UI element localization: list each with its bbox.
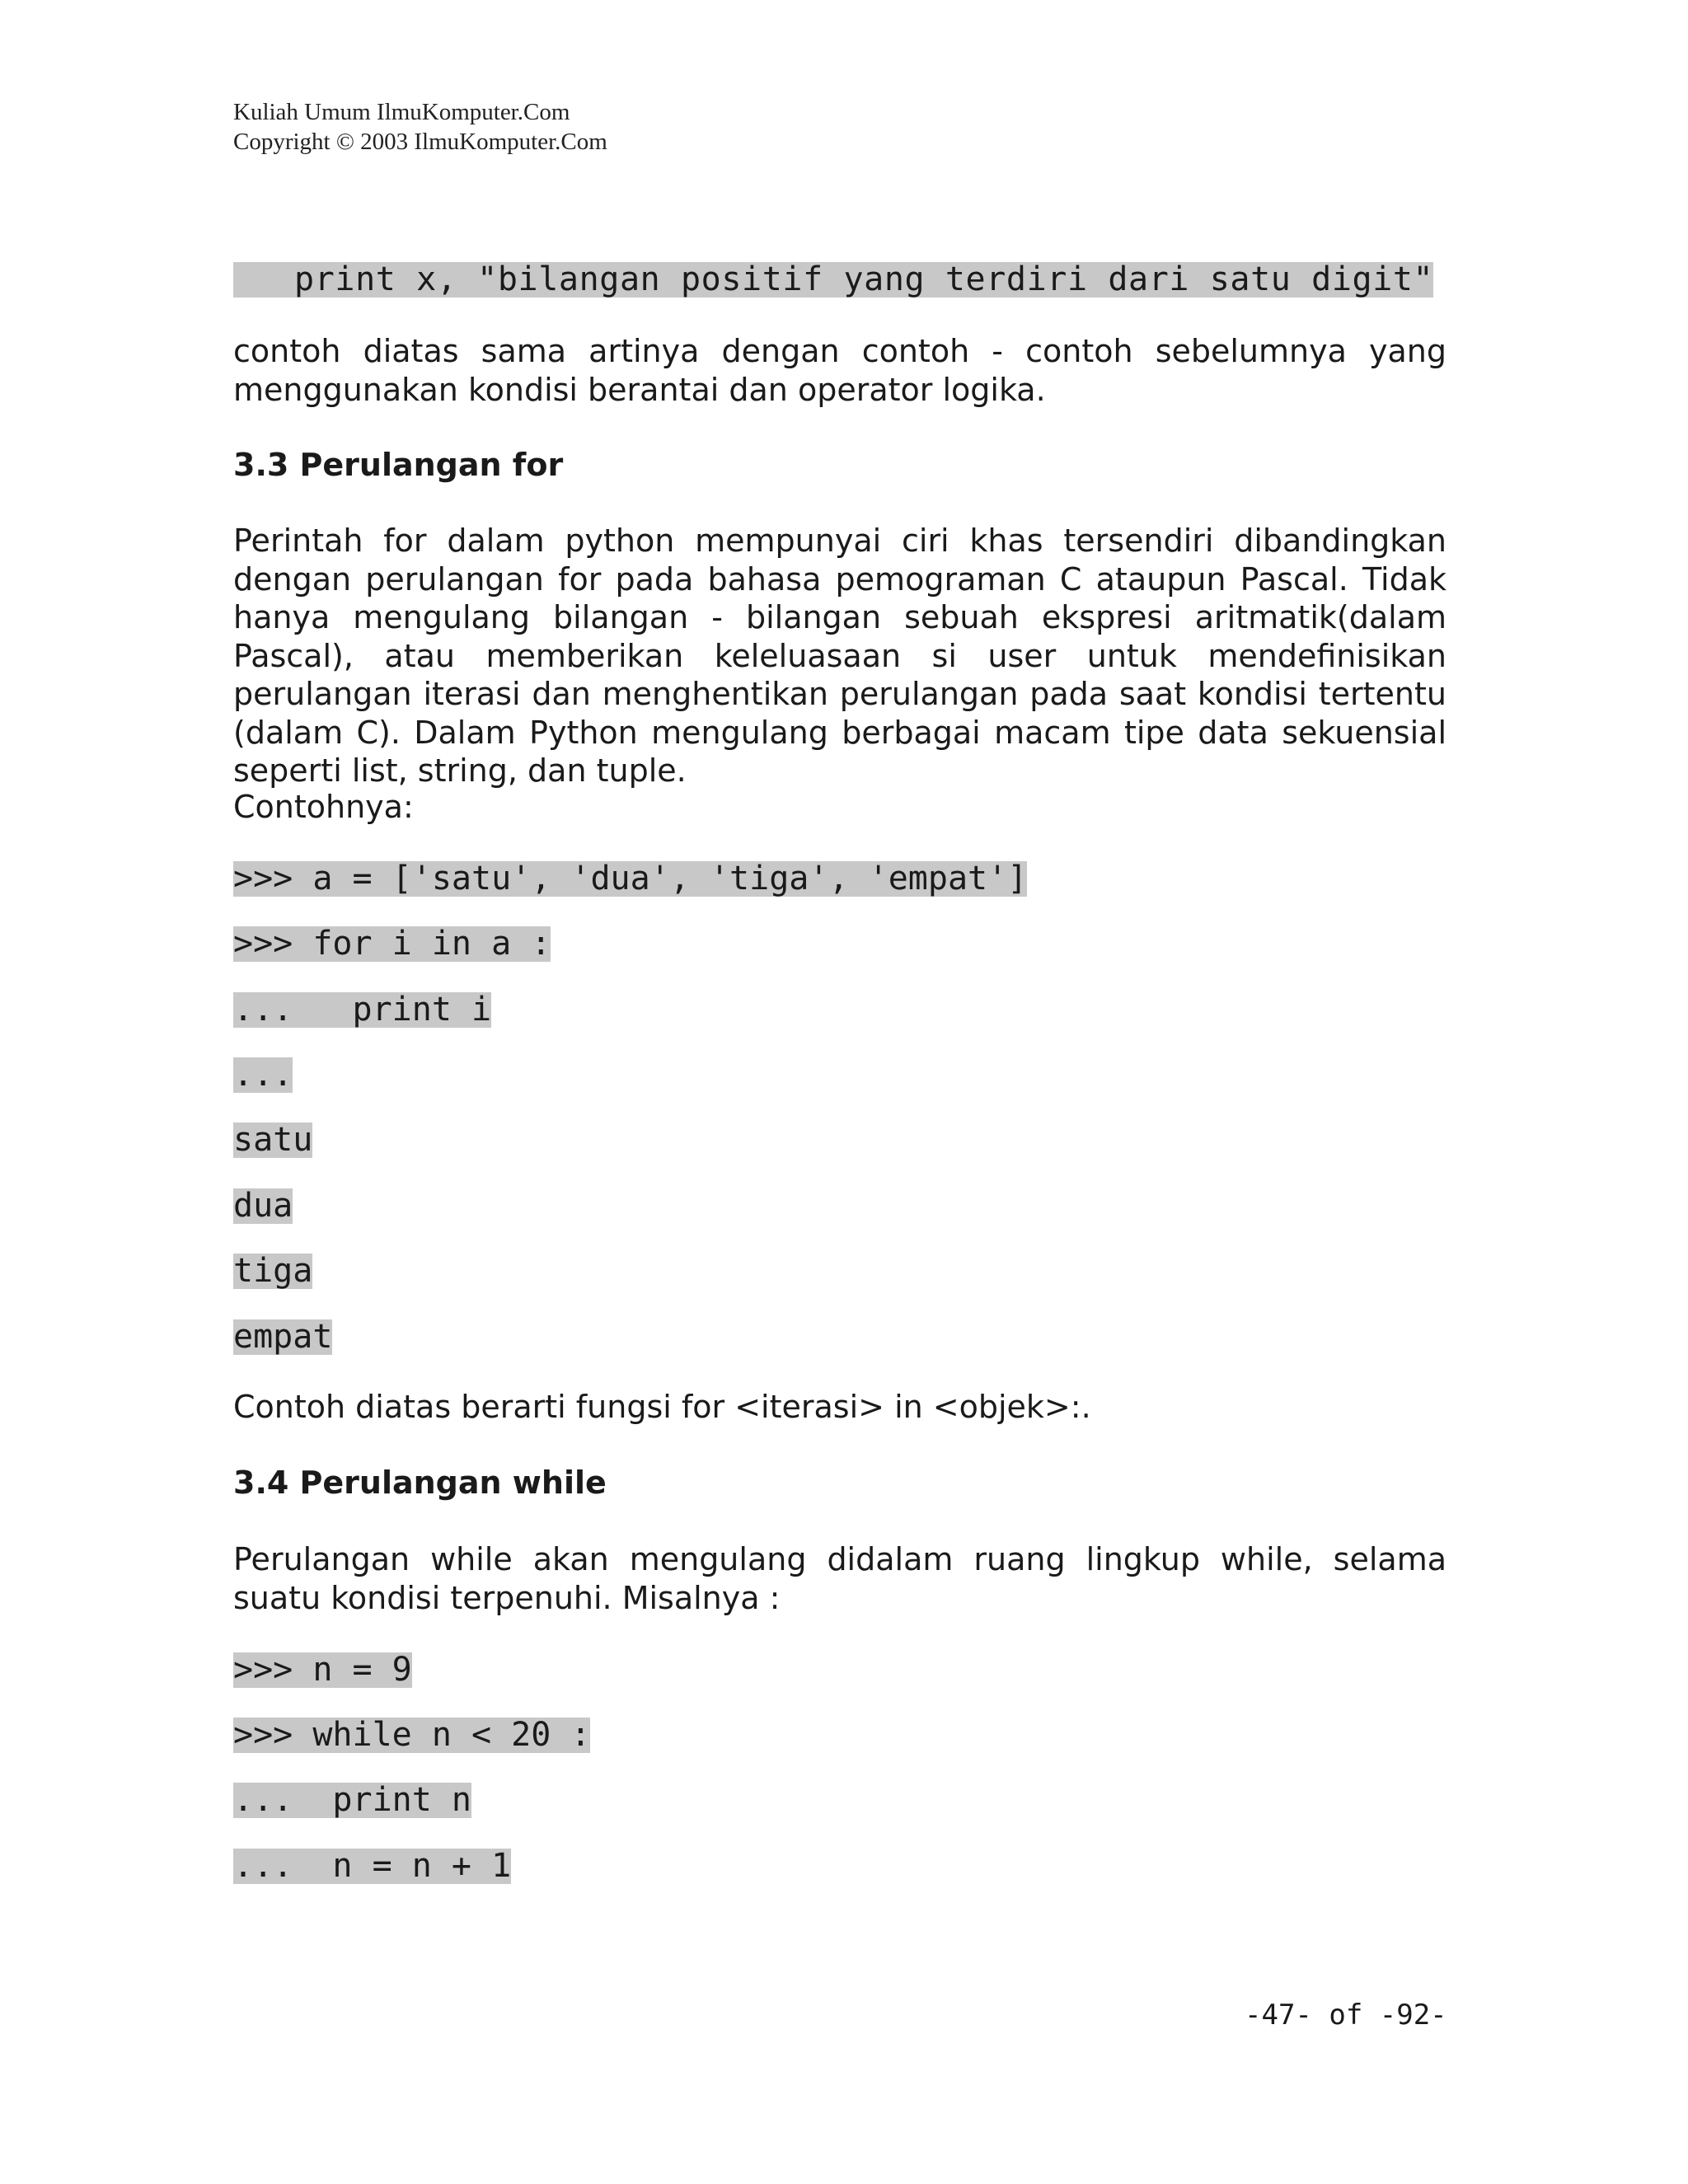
paragraph-intro: contoh diatas sama artinya dengan contoh - contoh sebelumnya yang menggunakan kondisi berantai dan operator logika. [233,333,1447,408]
heading-perulangan-while: 3.4 Perulangan while [233,1465,607,1501]
paragraph-while-description: Perulangan while akan mengulang didalam ruang lingkup while, selama suatu kondisi terpenuhi. Misalnya : [233,1541,1447,1616]
code-output-line-1: satu [233,1121,313,1159]
code-line-while-4: ... n = n + 1 [233,1847,512,1885]
code-line-print-digit: print x, "bilangan positif yang terdiri dari satu digit" [233,260,1434,298]
code-line-for-3: ... print i [233,991,492,1029]
code-line-for-1: >>> a = ['satu', 'dua', 'tiga', 'empat'] [233,860,1028,898]
heading-perulangan-for: 3.3 Perulangan for [233,447,564,483]
code-line-while-2: >>> while n < 20 : [233,1716,591,1754]
code-output-line-4: empat [233,1318,333,1356]
code-line-while-3: ... print n [233,1781,471,1819]
paragraph-for-description: Perintah for dalam python mempunyai ciri khas tersendiri dibandingkan dengan perulangan for pada bahasa pemograman C ataupun Pascal. Tidak hanya mengulang bilangan - bilangan sebuah ekspresi aritmatik(dalam Pascal), atau memberikan keleluasaan si user untuk mendefinisikan perulangan iterasi dan menghentikan perulangan pada saat kondisi tertentu (dalam C). Dalam Python mengulang berbagai macam tipe data sekuensial seperti list, string, dan tuple. [233,523,1447,789]
code-line-for-4: ... [233,1056,293,1094]
page-header [233,97,607,157]
code-line-while-1: >>> n = 9 [233,1651,412,1689]
code-output-line-3: tiga [233,1252,313,1290]
code-output-line-2: dua [233,1187,293,1225]
header-course-title: Kuliah Umum IlmuKomputer.Com [233,99,570,125]
paragraph-for-note: Contoh diatas berarti fungsi for <iterasi> in <objek>:. [233,1389,1091,1425]
page-number: -47- of -92- [1245,1999,1447,2032]
code-line-for-2: >>> for i in a : [233,925,551,963]
paragraph-example-label: Contohnya: [233,789,414,825]
header-copyright: Copyright © 2003 IlmuKomputer.Com [233,129,607,155]
